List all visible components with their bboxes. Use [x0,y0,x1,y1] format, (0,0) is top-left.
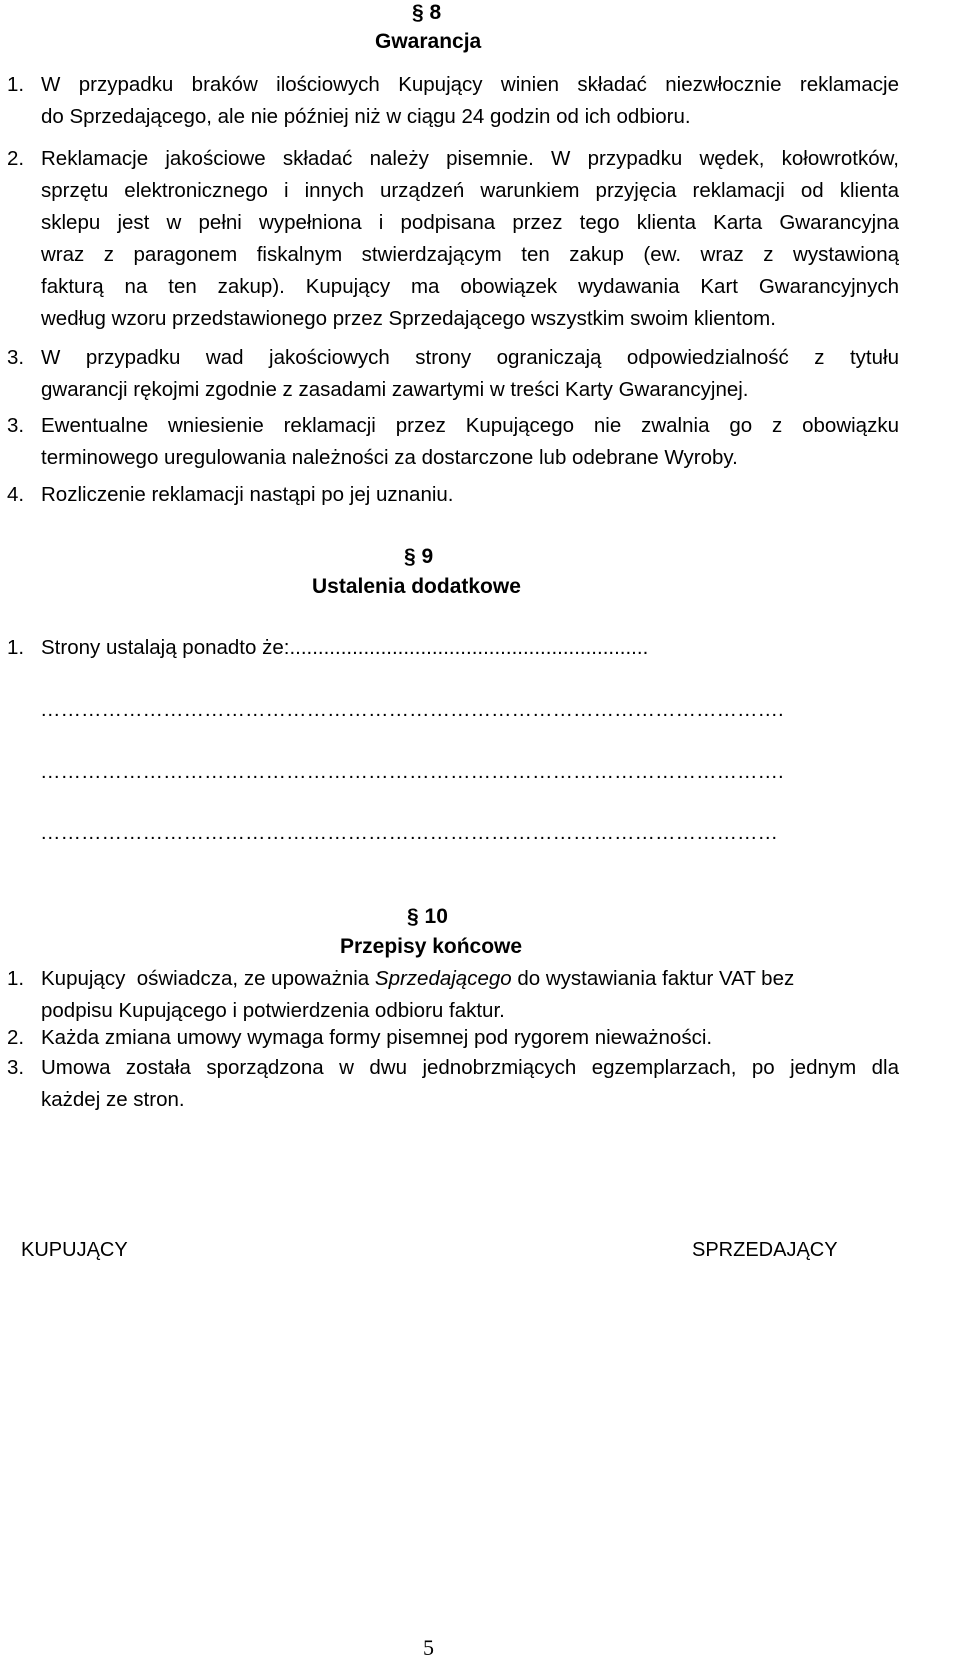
section-9-number: § 9 [404,545,434,568]
page-number: 5 [423,1635,434,1660]
s10-item-2-text: Każda zmiana umowy wymaga formy pisemnej pod rygorem nieważności. [41,1026,713,1049]
s10-item-1-line-1 [41,963,899,995]
s8-item-2-line-6: według wzoru przedstawionego przez Sprzedającego wszystkim swoim klientom. [41,307,776,330]
s8-item-2-line-2: sprzętu elektronicznego i innych urządzeń warunkiem przyjęcia reklamacji od klienta [41,179,899,202]
s8-item-3b-number: 3. [7,414,25,437]
s10-item-3-number: 3. [7,1056,25,1079]
s9-item-1-number: 1. [7,636,25,659]
section-10-title: Przepisy końcowe [340,935,523,958]
s10-item-1-line-1-italic: Sprzedającego [374,967,512,990]
s8-item-3-number: 3. [7,346,25,369]
s10-item-1-line-2: podpisu Kupującego i potwierdzenia odbioru faktur. [41,999,505,1022]
section-8-title: Gwarancja [375,30,482,53]
s9-item-1-text: Strony ustalają ponadto że:............................................................... [41,636,649,659]
section-8-number: § 8 [412,1,442,24]
s9-blank-line-3: ……………………………………………………………………………………………… [40,821,778,844]
s8-item-1-number: 1. [7,73,25,96]
s10-item-2-number: 2. [7,1026,25,1049]
s8-item-2-line-1: Reklamacje jakościowe składać należy pisemnie. W przypadku wędek, kołowrotków, [41,147,899,170]
s8-item-2-number: 2. [7,147,25,170]
s8-item-4-line-1: Rozliczenie reklamacji nastąpi po jej uznaniu. [41,483,454,506]
s10-item-3-line-1: Umowa została sporządzona w dwu jednobrzmiących egzemplarzach, po jednym dla [41,1056,899,1079]
s10-item-1-line-1-end: do wystawiania faktur VAT bez [511,967,795,990]
s8-item-1-line-1: W przypadku braków ilościowych Kupujący winien składać niezwłocznie reklamacje [41,73,899,96]
s9-blank-line-2: ………………………………………………………………………………………………. [40,760,784,783]
section-9-title: Ustalenia dodatkowe [312,575,521,598]
section-10-number: § 10 [407,905,448,928]
s10-item-3-line-2: każdej ze stron. [41,1088,185,1111]
s10-item-1-line-1-start: Kupujący oświadcza, ze upoważnia [41,967,375,990]
buyer-signature-label: KUPUJĄCY [21,1239,128,1261]
s8-item-4-number: 4. [7,483,25,506]
s8-item-3-line-2: gwarancji rękojmi zgodnie z zasadami zawartymi w treści Karty Gwarancyjnej. [41,378,749,401]
s8-item-3b-line-1: Ewentualne wniesienie reklamacji przez Kupującego nie zwalnia go z obowiązku [41,414,899,437]
s8-item-2-line-4: wraz z paragonem fiskalnym stwierdzającym ten zakup (ew. wraz z wystawioną [41,243,899,266]
s8-item-2-line-5: fakturą na ten zakup). Kupujący ma obowiązek wydawania Kart Gwarancyjnych [41,275,899,298]
seller-signature-label: SPRZEDAJĄCY [692,1239,838,1261]
s8-item-1-line-2: do Sprzedającego, ale nie później niż w ciągu 24 godzin od ich odbioru. [41,105,691,128]
s10-item-1-number: 1. [7,967,25,990]
s8-item-3b-line-2: terminowego uregulowania należności za dostarczone lub odebrane Wyroby. [41,446,738,469]
s8-item-3-line-1: W przypadku wad jakościowych strony ograniczają odpowiedzialność z tytułu [41,346,899,369]
s9-blank-line-1: ………………………………………………………………………………………………. [40,698,784,721]
s8-item-2-line-3: sklepu jest w pełni wypełniona i podpisana przez tego klienta Karta Gwarancyjna [41,211,899,234]
